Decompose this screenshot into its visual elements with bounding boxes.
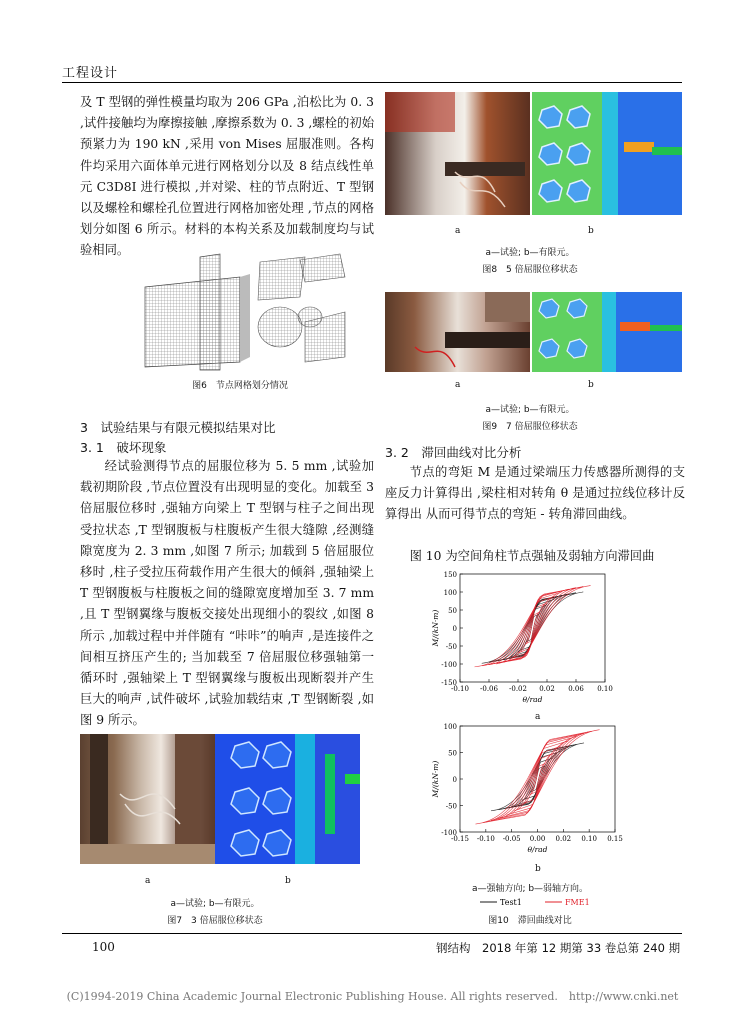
figure-8-sublabel-a: a (455, 226, 461, 236)
hysteresis-loop (475, 586, 591, 667)
x-tick-label: -0.15 (451, 835, 469, 843)
figure-8-sublabel-b: b (588, 226, 594, 236)
hysteresis-chart-weak-axis (420, 720, 630, 865)
copyright-line: (C)1994-2019 China Academic Journal Electronic Publishing House. All rights reserved. http://www.cnki.net (66, 990, 679, 1003)
journal-section-header: 工程设计 (62, 66, 119, 81)
hysteresis-loop (482, 587, 584, 666)
paragraph-failure: 经试验测得节点的屈服位移为 5. 5 mm ,试验加载初期阶段 ,节点位置没有出现明显的变化。加载至 3 倍屈服位移时 ,强轴方向梁上 T 型钢与柱子之间出现受拉状态 ,T 型钢腹板与柱腹板产生很大缝隙 ,经测缝隙宽度为 2. 3 mm ,如图 7 所示; 加载到 5 倍屈服位移时 ,柱子受拉压荷载作用产生很大的倾斜 ,强轴梁上 T 型钢腹板与柱腹板之间的缝隙宽度增加至 3. 7 mm ,且 T 型钢翼缘与腹板交接处出现细小的裂纹 ,如图 8 所示 ,加载过程中并伴随有 “咔咔”的响声 ,是连接件之间相互挤压产生的; 当加载至 7 倍屈服位移强轴第一循环时 ,强轴梁上 T 型钢翼缘与腹板出现断裂并产生巨大的响声 ,试件破坏 ,试验加载结束 ,T 型钢断裂 ,如图 9 所示。 (80, 459, 374, 728)
figure-8-photo-test (385, 92, 530, 215)
figure-7-sublabel-a: a (145, 876, 151, 886)
figure-9-sublabel-b: b (588, 380, 594, 390)
x-tick-label: -0.10 (476, 835, 495, 843)
paragraph-material: 及 T 型钢的弹性模量均取为 206 GPa ,泊松比为 0. 3 ,试件接触均为摩擦接触 ,摩擦系数为 0. 3 ,螺栓的初始预紧力为 190 kN ,采用 von Mises 屈服准则。各构件均采用六面体单元进行网格划分以及 8 结点线性单元 C3D8I 进行模拟 ,并对梁、柱的节点附近、T 型钢以及螺栓和螺栓孔位置进行网格加密处理 ,节点的网格划分如图 6 所示。材料的本构关系及加载制度均与试验相同。 (80, 95, 374, 258)
fem-contour-sketch (532, 292, 682, 372)
figure-10-sublabel-b: b (535, 864, 541, 874)
y-tick-label: 0 (452, 776, 457, 784)
figure-10-legend: a—强轴方向; b—弱轴方向。 (471, 884, 589, 894)
hysteresis-loop (511, 599, 555, 657)
y-tick-label: -50 (445, 802, 457, 811)
x-axis-label: θ/rad (522, 695, 543, 704)
mesh-illustration (140, 252, 350, 372)
header-rule (62, 82, 682, 83)
figure-8-legend: a—试验; b—有限元。 (485, 248, 575, 258)
x-tick-label: 0.06 (568, 685, 584, 693)
figure-8-caption: 图8 5 倍屈服位移状态 (482, 265, 578, 275)
test-specimen-sketch (385, 92, 530, 215)
figure-7-photo-test (80, 734, 215, 864)
x-tick-label: 0.00 (529, 835, 546, 843)
y-tick-label: -100 (441, 661, 457, 669)
x-axis-label: θ/rad (527, 845, 548, 854)
footer-rule (62, 933, 682, 934)
figure-7-sublabel-b: b (285, 876, 291, 886)
hysteresis-loop (482, 592, 584, 663)
hysteresis-chart-strong-axis (420, 568, 620, 718)
journal-info: 钢结构 2018 年第 12 期第 33 卷总第 240 期 (436, 941, 681, 955)
fem-contour-sketch (532, 92, 682, 215)
y-axis-label: M/(kN·m) (431, 609, 440, 647)
figure-10-sublabel-a: a (535, 712, 541, 722)
figure-7-fem (215, 734, 360, 864)
test-specimen-sketch (385, 292, 530, 372)
x-tick-label: -0.02 (509, 685, 527, 693)
left-column (80, 92, 374, 262)
x-tick-label: 0.10 (581, 835, 597, 843)
x-tick-label: -0.05 (502, 835, 521, 843)
legend-test-label: Test1 (500, 898, 522, 907)
y-tick-label: 50 (448, 749, 457, 758)
x-tick-label: 0.10 (597, 685, 613, 693)
fem-contour-sketch (215, 734, 360, 864)
hysteresis-loop (489, 588, 576, 665)
hysteresis-loop (489, 593, 576, 662)
page-number: 100 (92, 940, 115, 954)
section-3-2-heading: 3. 2 滞回曲线对比分析 (385, 445, 522, 460)
figure-9-legend: a—试验; b—有限元。 (485, 405, 575, 415)
x-tick-label: 0.15 (607, 835, 623, 843)
y-tick-label: 150 (443, 571, 457, 579)
legend-swatches (475, 896, 605, 908)
figure-10-series-legend (475, 896, 605, 908)
x-tick-label: 0.02 (539, 685, 555, 693)
figure-7-legend: a—试验; b—有限元。 (170, 899, 260, 909)
y-tick-label: 100 (443, 723, 457, 731)
y-tick-label: -50 (445, 643, 457, 651)
hysteresis-loop (491, 743, 584, 811)
figure-6-mesh (140, 252, 350, 372)
x-tick-label: -0.06 (480, 685, 498, 693)
y-tick-label: 100 (443, 589, 457, 597)
figure-10-caption: 图10 滞回曲线对比 (488, 916, 572, 926)
figure-9-fem (532, 292, 682, 372)
figure-6-caption: 图6 节点网格划分情况 (192, 381, 288, 391)
figure-7-caption: 图7 3 倍屈服位移状态 (167, 916, 263, 926)
x-tick-label: 0.02 (555, 835, 572, 843)
y-axis-label: M/(kN·m) (431, 760, 440, 798)
hysteresis-loop (499, 745, 577, 810)
y-tick-label: 50 (448, 607, 457, 615)
paragraph-fig10: 图 10 为空间角柱节点强轴及弱轴方向滞回曲 (409, 549, 655, 563)
hysteresis-loop (491, 733, 584, 820)
legend-fem-label: FME1 (565, 898, 590, 907)
figure-8-fem (532, 92, 682, 215)
y-tick-label: 0 (452, 625, 457, 633)
figure-9-caption: 图9 7 倍屈服位移状态 (482, 422, 578, 432)
x-tick-label: -0.10 (451, 685, 469, 693)
test-specimen-sketch (80, 734, 215, 864)
figure-9-sublabel-a: a (455, 380, 461, 390)
plot-frame (460, 726, 615, 832)
section-3-heading: 3 试验结果与有限元模拟结果对比 (80, 420, 276, 435)
section-3-1-heading: 3. 1 破坏现象 (80, 440, 167, 455)
paragraph-moment: 节点的弯矩 M 是通过梁端压力传感器所测得的支座反力计算得出 ,梁柱相对转角 θ 是通过拉线位移计反算得出 从而可得节点的弯矩 - 转角滞回曲线。 (385, 465, 685, 522)
figure-9-photo-test (385, 292, 530, 372)
y-tick-label: -100 (441, 829, 457, 837)
y-tick-label: -150 (441, 679, 457, 687)
